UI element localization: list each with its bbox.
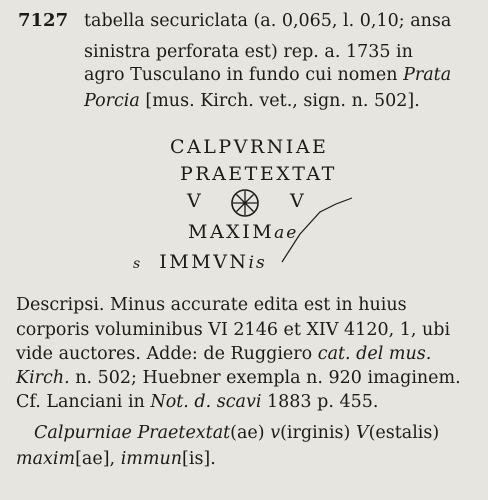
description-text: agro Tusculano in fundo cui nomen <box>84 65 398 85</box>
inscription-line-2: PRAETEXTAT <box>180 163 337 185</box>
reading-text: [ae], <box>75 449 116 469</box>
inscription-line-1: CALPVRNIAE <box>170 136 329 158</box>
inscription-line-4-supplement: ae <box>274 223 299 243</box>
entry-description-line-3 <box>84 64 451 86</box>
commentary-line-3 <box>16 343 431 365</box>
entry-number: 7127 <box>18 10 69 31</box>
reading-italic: Calpurniae Praetextat <box>34 423 231 443</box>
commentary-line-2: corporis voluminibus VI 2146 et XIV 4120, 1, ubi <box>16 320 451 340</box>
description-text: [mus. Kirch. vet., sign. n. 502]. <box>145 91 420 111</box>
reading-text: [is]. <box>182 449 216 469</box>
description-italic-porcia: Porcia <box>84 91 140 111</box>
commentary-italic: Kirch. <box>16 368 70 388</box>
reading-text: (estalis) <box>368 423 440 443</box>
entry-description-line-2: sinistra perforata est) rep. a. 1735 in <box>84 42 413 62</box>
inscription-line-3-right: V <box>290 190 307 212</box>
inscription-line-5-supplement: is <box>248 253 267 273</box>
commentary-line-7 <box>16 448 216 470</box>
inscription-line-4 <box>188 221 298 243</box>
commentary-italic: Not. d. scavi <box>150 392 262 412</box>
inscription-line-5 <box>133 251 267 273</box>
entry-description-line-4 <box>84 90 420 112</box>
reading-text: (irginis) <box>280 423 351 443</box>
commentary-italic: cat. del mus. <box>317 344 432 364</box>
commentary-line-6 <box>34 422 439 444</box>
commentary-line-5 <box>16 391 378 413</box>
inscription-line-4-main: MAXIM <box>188 221 275 243</box>
commentary-text: vide auctores. Adde: de Ruggiero <box>16 344 313 364</box>
rosette-icon <box>229 187 261 219</box>
inscription-line-5-prefix: s <box>133 256 143 272</box>
commentary-line-1: Descripsi. Minus accurate edita est in huius <box>16 295 407 315</box>
commentary-line-4 <box>16 367 461 389</box>
commentary-text: Cf. Lanciani in <box>16 392 145 412</box>
reading-italic: v <box>270 423 281 443</box>
reading-italic: maxim <box>16 449 76 469</box>
commentary-text: 1883 p. 455. <box>267 392 379 412</box>
entry-description-line-1: tabella securiclata (a. 0,065, l. 0,10; ansa <box>84 11 452 31</box>
reading-italic: immun <box>120 449 183 469</box>
inscription-line-5-main: IMMVN <box>159 251 249 273</box>
description-italic-prata: Prata <box>403 65 452 85</box>
inscription-line-3-left: V <box>187 190 204 212</box>
reading-text: (ae) <box>230 423 265 443</box>
commentary-text: n. 502; Huebner exempla n. 920 imaginem. <box>75 368 461 388</box>
reading-italic: V <box>355 423 369 443</box>
